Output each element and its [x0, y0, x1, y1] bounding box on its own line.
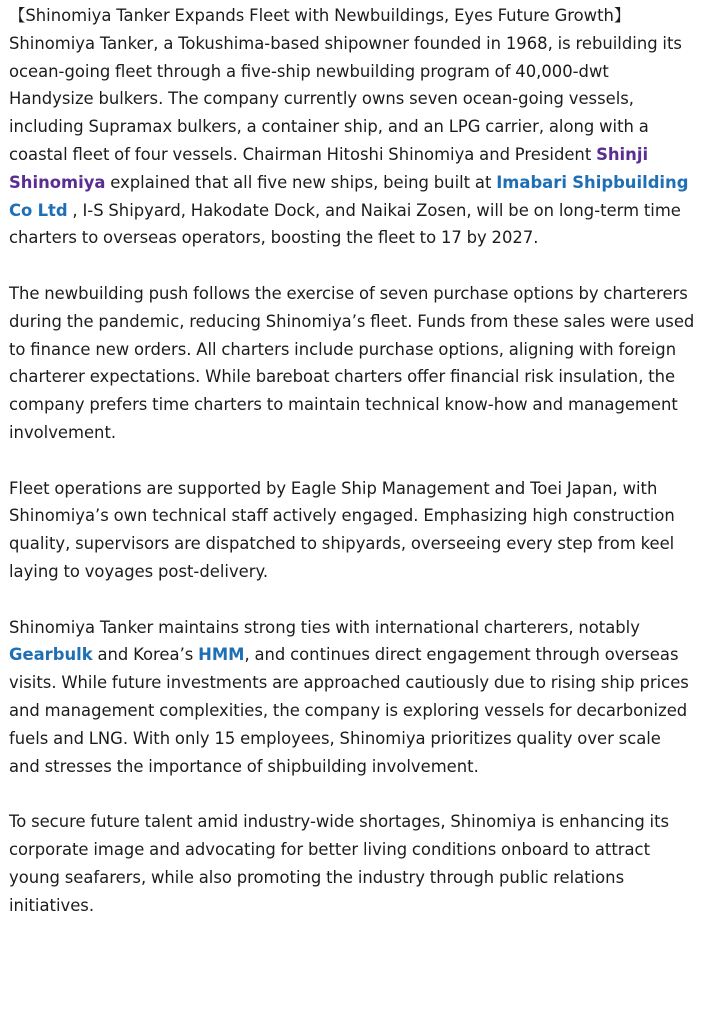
paragraph-1-text-a: 【Shinomiya Tanker Expands Fleet with Newbuildings, Eyes Future Growth】 Shinomiya Tanker, a Tokushima-based shipowner founded in 1968, is rebuilding its ocean-going fleet through a five-ship newbuilding program of 40,000-dwt Handysize bulkers. The company currently owns seven ocean-going vessels, including Supramax bulkers, a container ship, and an LPG carrier, along with a coastal fleet of four vessels. Chairman Hitoshi Shinomiya and President [9, 6, 682, 164]
article-body [9, 2, 696, 919]
paragraph-1-text-c: , I-S Shipyard, Hakodate Dock, and Naikai Zosen, will be on long-term time charters to overseas operators, boosting the fleet to 17 by 2027. [9, 200, 681, 248]
paragraph-3: Fleet operations are supported by Eagle Ship Management and Toei Japan, with Shinomiya’s own technical staff actively engaged. Emphasizing high construction quality, supervisors are dispatched to shipyards, overseeing every step from keel laying to voyages post-delivery. [9, 478, 675, 581]
link-hmm[interactable]: HMM [198, 645, 245, 665]
paragraph-4-text-a: Shinomiya Tanker maintains strong ties with international charterers, notably [9, 617, 640, 637]
paragraph-4-text-c: , and continues direct engagement through overseas visits. While future investments are approached cautiously due to rising ship prices and management complexities, the company is exploring vessels for decarbonized fuels and LNG. With only 15 employees, Shinomiya prioritizes quality over scale and stresses the importance of shipbuilding involvement. [9, 645, 689, 776]
link-imabari-shipbuilding[interactable]: Imabari Shipbuilding Co Ltd [9, 172, 689, 220]
paragraph-4 [9, 614, 696, 781]
paragraph-4-text-b: and Korea’s [92, 645, 199, 665]
paragraph-5: To secure future talent amid industry-wide shortages, Shinomiya is enhancing its corporate image and advocating for better living conditions onboard to attract young seafarers, while also promoting the industry through public relations initiatives. [9, 812, 670, 915]
paragraph-1-text-b: explained that all five new ships, being built at [105, 172, 497, 192]
paragraph-2: The newbuilding push follows the exercise of seven purchase options by charterers during the pandemic, reducing Shinomiya’s fleet. Funds from these sales were used to finance new orders. All charters include purchase options, aligning with foreign charterer expectations. While bareboat charters offer financial risk insulation, the company prefers time charters to maintain technical know-how and management involvement. [9, 283, 695, 442]
link-shinji-shinomiya[interactable]: Shinji Shinomiya [9, 144, 649, 192]
link-gearbulk[interactable]: Gearbulk [9, 645, 93, 665]
paragraph-1 [9, 2, 696, 252]
